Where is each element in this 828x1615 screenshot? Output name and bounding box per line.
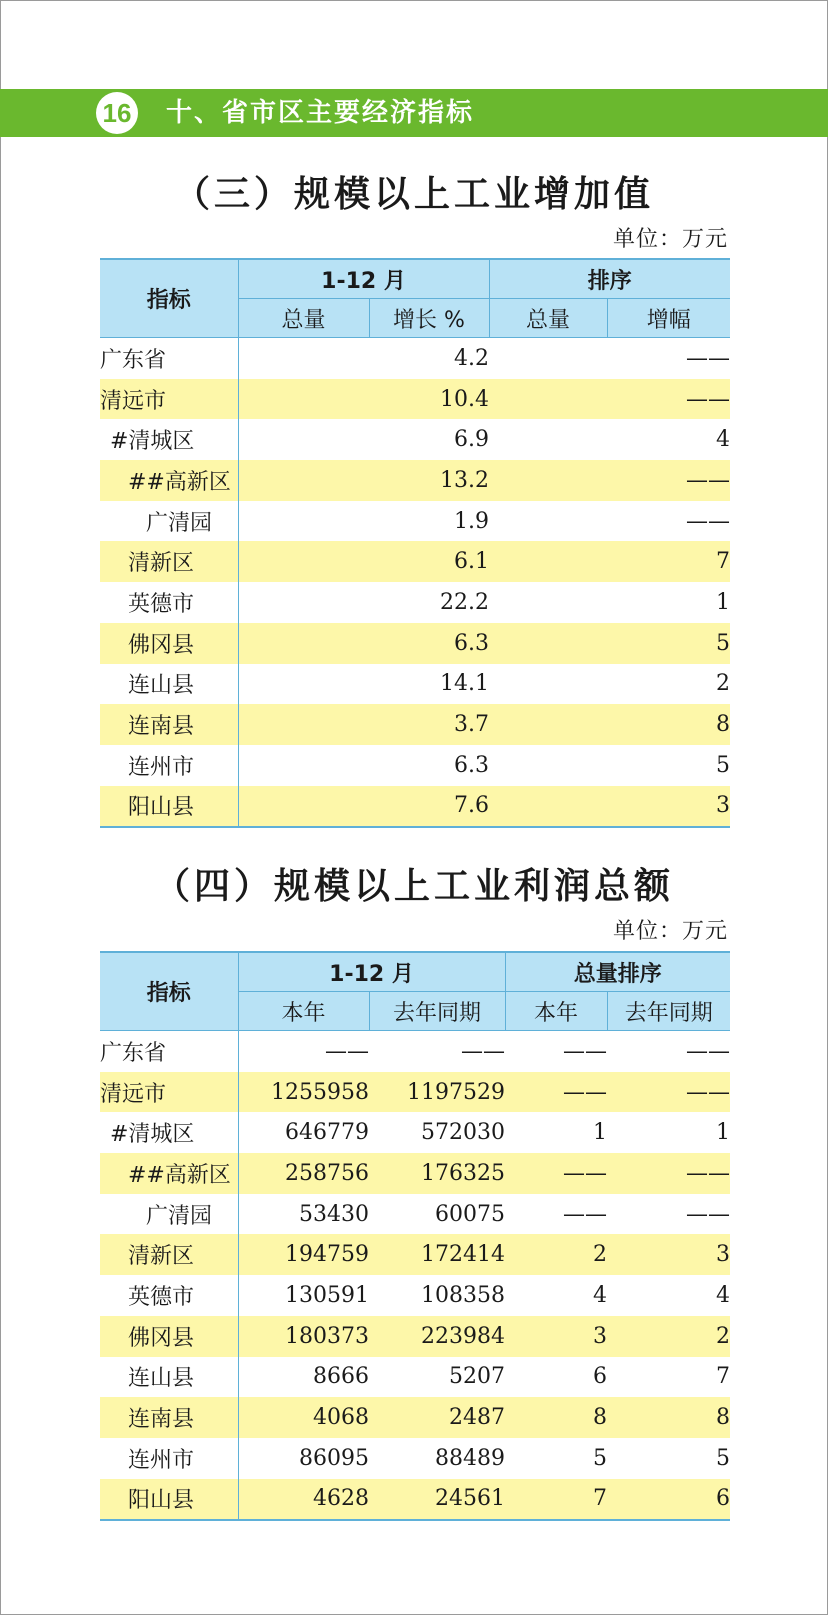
cell-rank-growth: 4 xyxy=(716,427,731,453)
table-row xyxy=(100,1357,730,1398)
cell-this-year: 194759 xyxy=(238,1234,369,1275)
cell-rank-total xyxy=(489,745,607,786)
table-row xyxy=(100,1194,730,1235)
cell-growth: 4.2 xyxy=(454,345,489,371)
cell-this-year: 646779 xyxy=(285,1120,369,1146)
row-name: #清城区 xyxy=(100,419,238,460)
cell-total xyxy=(238,338,369,379)
table-row xyxy=(100,1112,730,1153)
cell-rank-last: 6 xyxy=(607,1479,730,1521)
cell-this-year: 4628 xyxy=(238,1479,369,1521)
cell-this-year: 53430 xyxy=(299,1201,369,1227)
section3-unit: 单位：万元 xyxy=(612,227,728,252)
cell-this-year: —— xyxy=(325,1038,369,1064)
header-col-this-year: 本年 xyxy=(238,992,369,1031)
row-name: 连州市 xyxy=(100,745,238,786)
cell-rank-this: 8 xyxy=(505,1397,607,1438)
section3-table xyxy=(100,258,730,828)
header-col-rank-growth: 增幅 xyxy=(607,299,730,338)
cell-total xyxy=(238,745,369,786)
header-col-last-year: 去年同期 xyxy=(369,992,505,1031)
cell-rank-growth: 2 xyxy=(716,671,731,697)
table-row xyxy=(100,582,730,623)
cell-rank-last: —— xyxy=(607,1153,730,1194)
cell-rank-this: —— xyxy=(505,1153,607,1194)
cell-rank-last: 2 xyxy=(607,1316,730,1357)
cell-rank-growth: 1 xyxy=(716,589,731,615)
row-name: 阳山县 xyxy=(100,1479,238,1521)
cell-rank-this: —— xyxy=(505,1072,607,1113)
cell-last-year: 1197529 xyxy=(369,1072,505,1113)
row-name: 佛冈县 xyxy=(100,623,238,664)
cell-growth: 1.9 xyxy=(454,508,489,534)
cell-rank-total xyxy=(489,419,607,460)
cell-last-year: 108358 xyxy=(421,1282,505,1308)
table-row xyxy=(100,501,730,542)
row-name: 连山县 xyxy=(100,1357,238,1398)
cell-rank-last: 3 xyxy=(607,1234,730,1275)
cell-last-year: 60075 xyxy=(435,1201,505,1227)
row-name: 广东省 xyxy=(100,338,238,379)
header-indicator: 指标 xyxy=(100,259,238,338)
cell-rank-total xyxy=(489,582,607,623)
table-row xyxy=(100,1072,730,1113)
header-group-rank: 排序 xyxy=(489,259,730,299)
table-row xyxy=(100,1275,730,1316)
cell-rank-this: 1 xyxy=(593,1120,607,1146)
cell-this-year: 130591 xyxy=(285,1282,369,1308)
header-indicator: 指标 xyxy=(100,952,238,1031)
row-name: ##高新区 xyxy=(100,1153,238,1194)
cell-rank-total xyxy=(489,379,607,420)
cell-growth: 13.2 xyxy=(369,460,489,501)
cell-last-year: 572030 xyxy=(421,1120,505,1146)
cell-rank-last: —— xyxy=(686,1038,731,1064)
cell-rank-total xyxy=(489,460,607,501)
cell-total xyxy=(238,460,369,501)
cell-rank-growth: —— xyxy=(607,460,730,501)
table-row xyxy=(100,1316,730,1357)
cell-rank-last: 8 xyxy=(607,1397,730,1438)
cell-rank-growth: 7 xyxy=(607,541,730,582)
cell-total xyxy=(238,501,369,542)
table-row xyxy=(100,1397,730,1438)
cell-growth: 14.1 xyxy=(440,671,489,697)
cell-growth: 6.9 xyxy=(454,427,489,453)
cell-growth: 22.2 xyxy=(440,589,489,615)
table-row xyxy=(100,338,730,379)
row-name: 连南县 xyxy=(100,1397,238,1438)
table-row xyxy=(100,1153,730,1194)
cell-rank-this: 3 xyxy=(505,1316,607,1357)
cell-rank-growth: 5 xyxy=(607,623,730,664)
row-name: 广清园 xyxy=(100,1194,238,1235)
row-name: 清新区 xyxy=(100,1234,238,1275)
table-row xyxy=(100,541,730,582)
table-row xyxy=(100,1438,730,1479)
cell-rank-growth: —— xyxy=(686,508,731,534)
cell-growth: 10.4 xyxy=(369,379,489,420)
header-col-growth: 增长 % xyxy=(369,299,489,338)
header-group-period: 1-12 月 xyxy=(238,952,505,992)
cell-total xyxy=(238,623,369,664)
cell-rank-total xyxy=(489,338,607,379)
table-row xyxy=(100,745,730,786)
cell-growth: 6.3 xyxy=(369,623,489,664)
cell-last-year: 176325 xyxy=(369,1153,505,1194)
cell-rank-last: —— xyxy=(607,1072,730,1113)
cell-total xyxy=(238,704,369,745)
row-name: #清城区 xyxy=(100,1112,238,1153)
row-name: 清远市 xyxy=(100,379,238,420)
cell-rank-growth: —— xyxy=(607,379,730,420)
cell-last-year: 2487 xyxy=(369,1397,505,1438)
chapter-banner xyxy=(0,89,828,137)
cell-total xyxy=(238,541,369,582)
table-row xyxy=(100,664,730,705)
cell-this-year: 86095 xyxy=(299,1445,369,1471)
cell-rank-total xyxy=(489,704,607,745)
cell-rank-last: 4 xyxy=(716,1282,731,1308)
cell-last-year: 5207 xyxy=(449,1364,505,1390)
section4-unit: 单位：万元 xyxy=(612,919,728,944)
cell-last-year: —— xyxy=(461,1038,505,1064)
cell-growth: 6.1 xyxy=(369,541,489,582)
page-number-badge: 16 xyxy=(96,92,138,134)
header-group-period: 1-12 月 xyxy=(238,259,489,299)
row-name: 广清园 xyxy=(100,501,238,542)
cell-growth: 6.3 xyxy=(454,752,489,778)
cell-last-year: 88489 xyxy=(435,1445,505,1471)
cell-rank-this: 7 xyxy=(505,1479,607,1521)
cell-rank-growth: 3 xyxy=(607,786,730,828)
cell-rank-this: 6 xyxy=(593,1364,607,1390)
cell-rank-total xyxy=(489,786,607,828)
cell-this-year: 8666 xyxy=(313,1364,369,1390)
cell-rank-this: —— xyxy=(563,1201,607,1227)
cell-total xyxy=(238,379,369,420)
cell-rank-this: —— xyxy=(563,1038,607,1064)
cell-rank-this: 4 xyxy=(593,1282,607,1308)
header-col-rank-total: 总量 xyxy=(489,299,607,338)
cell-this-year: 4068 xyxy=(238,1397,369,1438)
cell-total xyxy=(238,786,369,828)
table-row xyxy=(100,1234,730,1275)
cell-last-year: 24561 xyxy=(369,1479,505,1521)
cell-last-year: 172414 xyxy=(369,1234,505,1275)
section3-title: （三）规模以上工业增加值 xyxy=(173,174,654,215)
table-row xyxy=(100,1479,730,1521)
cell-rank-total xyxy=(489,623,607,664)
table-row xyxy=(100,460,730,501)
row-name: 清远市 xyxy=(100,1072,238,1113)
cell-rank-total xyxy=(489,541,607,582)
header-col-total: 总量 xyxy=(238,299,369,338)
section4-title: （四）规模以上工业利润总额 xyxy=(153,866,674,907)
row-name: 英德市 xyxy=(100,1275,238,1316)
cell-this-year: 1255958 xyxy=(238,1072,369,1113)
chapter-title: 十、省市区主要经济指标 xyxy=(166,98,475,128)
row-name: 连山县 xyxy=(100,664,238,705)
header-col-rank-this: 本年 xyxy=(505,992,607,1031)
row-name: ##高新区 xyxy=(100,460,238,501)
row-name: 连州市 xyxy=(100,1438,238,1479)
cell-last-year: 223984 xyxy=(369,1316,505,1357)
cell-total xyxy=(238,582,369,623)
header-group-rank: 总量排序 xyxy=(505,952,730,992)
cell-rank-growth: —— xyxy=(686,345,731,371)
table-row xyxy=(100,1031,730,1072)
table-row xyxy=(100,379,730,420)
row-name: 广东省 xyxy=(100,1031,238,1072)
header-col-rank-last: 去年同期 xyxy=(607,992,730,1031)
cell-rank-total xyxy=(489,501,607,542)
cell-rank-growth: 8 xyxy=(607,704,730,745)
cell-this-year: 258756 xyxy=(238,1153,369,1194)
cell-growth: 3.7 xyxy=(369,704,489,745)
table-row xyxy=(100,786,730,828)
cell-growth: 7.6 xyxy=(369,786,489,828)
row-name: 连南县 xyxy=(100,704,238,745)
table-row xyxy=(100,623,730,664)
cell-rank-this: 5 xyxy=(593,1445,607,1471)
cell-rank-total xyxy=(489,664,607,705)
row-name: 清新区 xyxy=(100,541,238,582)
section4-table xyxy=(100,951,730,1521)
table-row xyxy=(100,419,730,460)
cell-total xyxy=(238,419,369,460)
cell-rank-last: 7 xyxy=(716,1364,731,1390)
cell-rank-growth: 5 xyxy=(716,752,731,778)
cell-rank-last: —— xyxy=(686,1201,731,1227)
cell-rank-last: 1 xyxy=(716,1120,731,1146)
cell-this-year: 180373 xyxy=(238,1316,369,1357)
cell-rank-this: 2 xyxy=(505,1234,607,1275)
row-name: 英德市 xyxy=(100,582,238,623)
cell-total xyxy=(238,664,369,705)
cell-rank-last: 5 xyxy=(716,1445,731,1471)
table-row xyxy=(100,704,730,745)
row-name: 阳山县 xyxy=(100,786,238,828)
row-name: 佛冈县 xyxy=(100,1316,238,1357)
